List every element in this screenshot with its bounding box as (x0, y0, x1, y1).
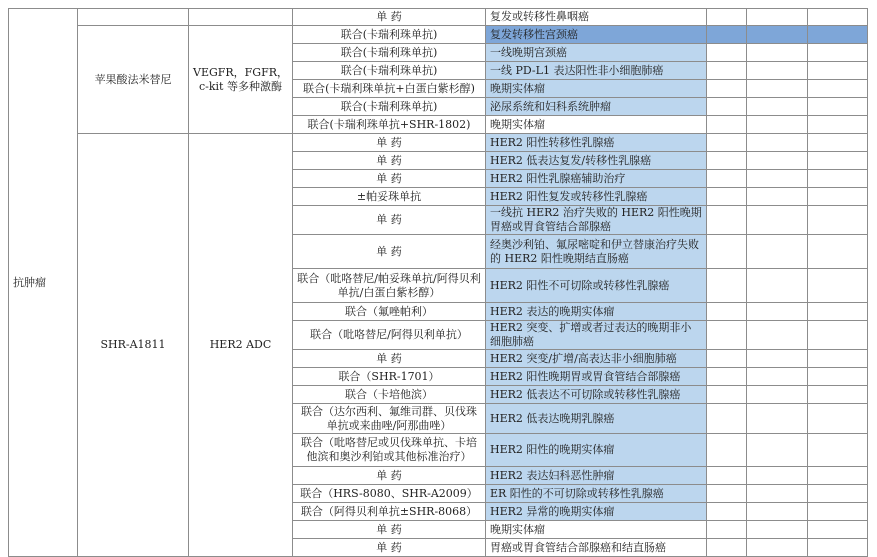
stage-cell (707, 404, 747, 434)
combination-cell: 联合(卡瑞利珠单抗) (293, 62, 486, 80)
indication-cell: HER2 低表达复发/转移性乳腺癌 (486, 152, 707, 170)
indication-cell: 晚期实体瘤 (486, 80, 707, 98)
combination-cell: 联合（吡咯替尼/帕妥珠单抗/阿得贝利单抗/白蛋白紫杉醇） (293, 269, 486, 303)
indication-cell: 晚期实体瘤 (486, 521, 707, 539)
combination-cell: 单 药 (293, 170, 486, 188)
indication-cell: HER2 阳性不可切除或转移性乳腺癌 (486, 269, 707, 303)
indication-cell: HER2 表达妇科恶性肿瘤 (486, 467, 707, 485)
combination-cell: 单 药 (293, 152, 486, 170)
stage-cell (707, 44, 747, 62)
stage-cell (707, 188, 747, 206)
combination-cell: 单 药 (293, 350, 486, 368)
stage-cell (707, 152, 747, 170)
stage-cell (747, 467, 808, 485)
combination-cell: 联合(卡瑞利珠单抗) (293, 98, 486, 116)
combination-cell: 单 药 (293, 9, 486, 26)
indication-cell: HER2 阳性晚期胃或胃食管结合部腺癌 (486, 368, 707, 386)
stage-cell (747, 44, 808, 62)
stage-cell (747, 485, 808, 503)
combination-cell: 联合(卡瑞利珠单抗+白蛋白紫杉醇) (293, 80, 486, 98)
combination-cell: 联合（吡咯替尼/阿得贝利单抗） (293, 321, 486, 350)
stage-cell (808, 152, 868, 170)
table-row (9, 134, 868, 152)
combination-cell: 联合（阿得贝利单抗±SHR-8068） (293, 503, 486, 521)
stage-cell (747, 350, 808, 368)
stage-cell (808, 434, 868, 467)
stage-cell (747, 303, 808, 321)
stage-cell (747, 503, 808, 521)
stage-cell (808, 116, 868, 134)
therapeutic-area-cell: 抗肿瘤 (9, 9, 78, 557)
combination-cell: 联合（卡培他滨） (293, 386, 486, 404)
indication-cell: HER2 阳性的晚期实体瘤 (486, 434, 707, 467)
stage-cell (747, 170, 808, 188)
stage-cell (808, 467, 868, 485)
stage-cell (808, 503, 868, 521)
stage-cell (808, 80, 868, 98)
stage-cell (707, 539, 747, 557)
combination-cell: 联合（HRS-8080、SHR-A2009） (293, 485, 486, 503)
drug-name-cell: 苹果酸法米替尼 (78, 26, 189, 134)
stage-cell (747, 235, 808, 269)
stage-cell (707, 503, 747, 521)
stage-cell (707, 235, 747, 269)
combination-cell: 单 药 (293, 521, 486, 539)
indication-cell: HER2 阳性复发或转移性乳腺癌 (486, 188, 707, 206)
drug-name-cell (78, 9, 189, 26)
stage-cell (747, 434, 808, 467)
stage-cell (747, 269, 808, 303)
indication-cell: 一线 PD-L1 表达阳性非小细胞肺癌 (486, 62, 707, 80)
drug-target-cell: VEGFR，FGFR，c-kit 等多种激酶 (189, 26, 293, 134)
indication-cell: HER2 突变/扩增/高表达非小细胞肺癌 (486, 350, 707, 368)
stage-cell (707, 80, 747, 98)
stage-cell (747, 62, 808, 80)
combination-cell: 单 药 (293, 206, 486, 235)
indication-cell: HER2 低表达晚期乳腺癌 (486, 404, 707, 434)
stage-cell (747, 98, 808, 116)
stage-cell (707, 26, 747, 44)
stage-cell (808, 170, 868, 188)
indication-cell: 泌尿系统和妇科系统肿瘤 (486, 98, 707, 116)
stage-cell (808, 368, 868, 386)
combination-cell: 单 药 (293, 467, 486, 485)
stage-cell (747, 206, 808, 235)
stage-cell (808, 206, 868, 235)
stage-cell (707, 206, 747, 235)
combination-cell: 联合(卡瑞利珠单抗) (293, 44, 486, 62)
indication-cell: HER2 阳性乳腺癌辅助治疗 (486, 170, 707, 188)
stage-cell (808, 26, 868, 44)
stage-cell (747, 321, 808, 350)
drug-name-cell: SHR-A1811 (78, 134, 189, 557)
combination-cell: ±帕妥珠单抗 (293, 188, 486, 206)
stage-cell (808, 134, 868, 152)
stage-cell (707, 303, 747, 321)
stage-cell (808, 44, 868, 62)
stage-cell (808, 539, 868, 557)
stage-cell (808, 9, 868, 26)
stage-cell (747, 9, 808, 26)
stage-cell (747, 368, 808, 386)
stage-cell (707, 368, 747, 386)
stage-cell (747, 404, 808, 434)
stage-cell (747, 188, 808, 206)
stage-cell (808, 321, 868, 350)
combination-cell: 联合（SHR-1701） (293, 368, 486, 386)
indication-cell: HER2 异常的晚期实体瘤 (486, 503, 707, 521)
indication-cell: 胃癌或胃食管结合部腺癌和结直肠癌 (486, 539, 707, 557)
indication-cell: 复发或转移性鼻咽癌 (486, 9, 707, 26)
stage-cell (747, 152, 808, 170)
stage-cell (707, 134, 747, 152)
stage-cell (707, 62, 747, 80)
drug-target-cell (189, 9, 293, 26)
stage-cell (707, 269, 747, 303)
stage-cell (808, 404, 868, 434)
stage-cell (707, 467, 747, 485)
stage-cell (747, 539, 808, 557)
stage-cell (808, 350, 868, 368)
table-row (9, 26, 868, 44)
stage-cell (707, 98, 747, 116)
stage-cell (707, 386, 747, 404)
combination-cell: 联合（达尔西利、氟维司群、贝伐珠单抗或来曲唑/阿那曲唑） (293, 404, 486, 434)
indication-cell: HER2 表达的晚期实体瘤 (486, 303, 707, 321)
stage-cell (747, 116, 808, 134)
stage-cell (808, 269, 868, 303)
stage-cell (707, 434, 747, 467)
indication-cell: HER2 阳性转移性乳腺癌 (486, 134, 707, 152)
combination-cell: 单 药 (293, 235, 486, 269)
stage-cell (707, 116, 747, 134)
drug-target-cell: HER2 ADC (189, 134, 293, 557)
stage-cell (747, 26, 808, 44)
indication-cell: 一线抗 HER2 治疗失败的 HER2 阳性晚期胃癌或胃食管结合部腺癌 (486, 206, 707, 235)
stage-cell (707, 350, 747, 368)
indication-cell: ER 阳性的不可切除或转移性乳腺癌 (486, 485, 707, 503)
stage-cell (707, 9, 747, 26)
stage-cell (808, 62, 868, 80)
indication-cell: HER2 突变、扩增或者过表达的晚期非小细胞肺癌 (486, 321, 707, 350)
stage-cell (707, 170, 747, 188)
stage-cell (747, 134, 808, 152)
indication-cell: 经奥沙利铂、氟尿嘧啶和伊立替康治疗失败的 HER2 阳性晚期结直肠癌 (486, 235, 707, 269)
table-row (9, 9, 868, 26)
indication-cell: 复发转移性宫颈癌 (486, 26, 707, 44)
stage-cell (747, 386, 808, 404)
indication-cell: 一线晚期宫颈癌 (486, 44, 707, 62)
stage-cell (707, 321, 747, 350)
stage-cell (808, 485, 868, 503)
combination-cell: 联合（氟唑帕利） (293, 303, 486, 321)
indication-cell: HER2 低表达不可切除或转移性乳腺癌 (486, 386, 707, 404)
combination-cell: 联合(卡瑞利珠单抗) (293, 26, 486, 44)
combination-cell: 单 药 (293, 134, 486, 152)
stage-cell (747, 80, 808, 98)
stage-cell (808, 235, 868, 269)
pipeline-table-body (9, 9, 868, 557)
indication-cell: 晚期实体瘤 (486, 116, 707, 134)
stage-cell (808, 386, 868, 404)
pipeline-table (8, 8, 868, 557)
stage-cell (808, 188, 868, 206)
combination-cell: 单 药 (293, 539, 486, 557)
combination-cell: 联合（吡咯替尼或贝伐珠单抗、卡培他滨和奥沙利铂或其他标准治疗） (293, 434, 486, 467)
stage-cell (707, 485, 747, 503)
stage-cell (808, 98, 868, 116)
combination-cell: 联合(卡瑞利珠单抗+SHR-1802) (293, 116, 486, 134)
stage-cell (808, 303, 868, 321)
